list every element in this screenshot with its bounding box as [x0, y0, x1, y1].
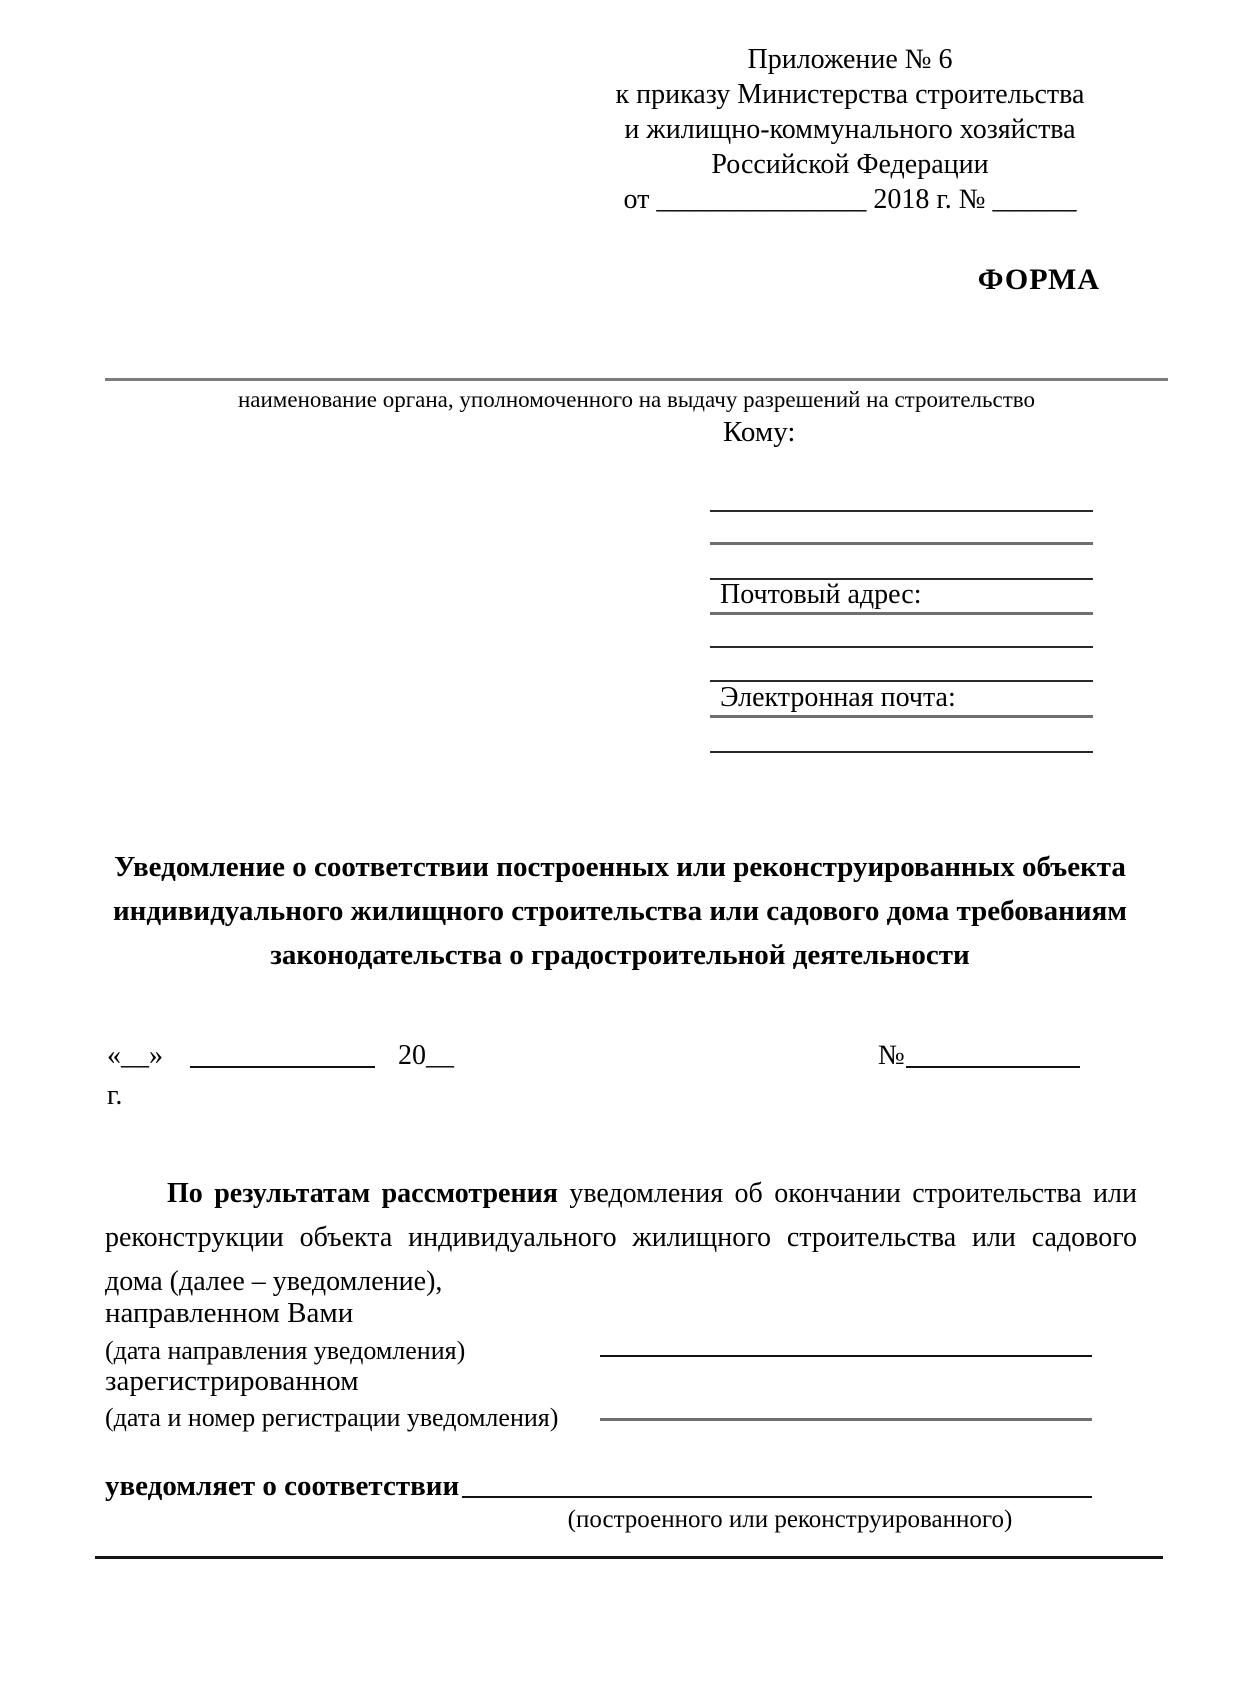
appendix-line: и жилищно-коммунального хозяйства — [624, 114, 1076, 145]
recipient-name-blank — [710, 512, 1093, 545]
recipient-name-blank — [710, 455, 1093, 512]
sent-label: направленном Вами — [105, 1297, 354, 1329]
date-year: 20__ — [398, 1040, 454, 1071]
document-title-line: индивидуального жилищного строительства или садового дома требованиям — [112, 895, 1128, 927]
paragraph-lead-bold: По результатам рассмотрения — [167, 1178, 558, 1209]
document-title-line: законодательства о градостроительной деятельности — [270, 939, 970, 971]
registered-caption: (дата и номер регистрации уведомления) — [105, 1403, 559, 1432]
document-title-line: Уведомление о соответствии построенных или реконструированных объекта — [114, 851, 1126, 883]
sent-caption: (дата направления уведомления) — [105, 1336, 466, 1365]
postal-address-blank — [710, 615, 1093, 648]
email-label: Электронная почта: — [710, 682, 1093, 718]
notify-label: уведомляет о соответствии — [105, 1470, 460, 1502]
paragraph-rest: уведомления об окончании строительства или реконструкции объекта индивидуального жилищного строительства или садового дома (далее – уведомление), — [105, 1178, 1137, 1297]
date-month-blank — [190, 1040, 375, 1068]
appendix-header — [615, 42, 1085, 217]
registered-label: зарегистрированном — [105, 1365, 359, 1397]
notify-caption: (построенного или реконструированного) — [567, 1506, 1013, 1533]
email-blank — [710, 718, 1093, 753]
postal-address-blank — [710, 648, 1093, 682]
authority-rule — [105, 378, 1168, 381]
doc-number-blank — [906, 1040, 1080, 1068]
recipient-fields — [710, 455, 1093, 753]
authority-caption: наименование органа, уполномоченного на выдачу разрешений на строительство — [237, 387, 1035, 412]
postal-address-label: Почтовый адрес: — [710, 580, 1093, 615]
appendix-line: Приложение № 6 — [747, 44, 953, 75]
sent-date-blank — [600, 1329, 1092, 1357]
form-label: ФОРМА — [977, 263, 1100, 296]
date-day-quotes: «__» — [107, 1040, 163, 1071]
document-title — [70, 845, 1170, 977]
recipient-name-blank — [710, 545, 1093, 580]
doc-number-sign: № — [878, 1040, 905, 1071]
bottom-rule — [95, 1556, 1163, 1559]
body-paragraph — [105, 1172, 1137, 1304]
notify-blank — [462, 1470, 1092, 1498]
recipient-to-label: Кому: — [723, 416, 796, 448]
registered-date-blank — [600, 1393, 1092, 1421]
appendix-order-date-line: от _______________ 2018 г. № ______ — [623, 184, 1077, 215]
date-year-word: г. — [107, 1080, 123, 1111]
appendix-line: Российской Федерации — [711, 149, 989, 180]
appendix-line: к приказу Министерства строительства — [615, 79, 1085, 110]
